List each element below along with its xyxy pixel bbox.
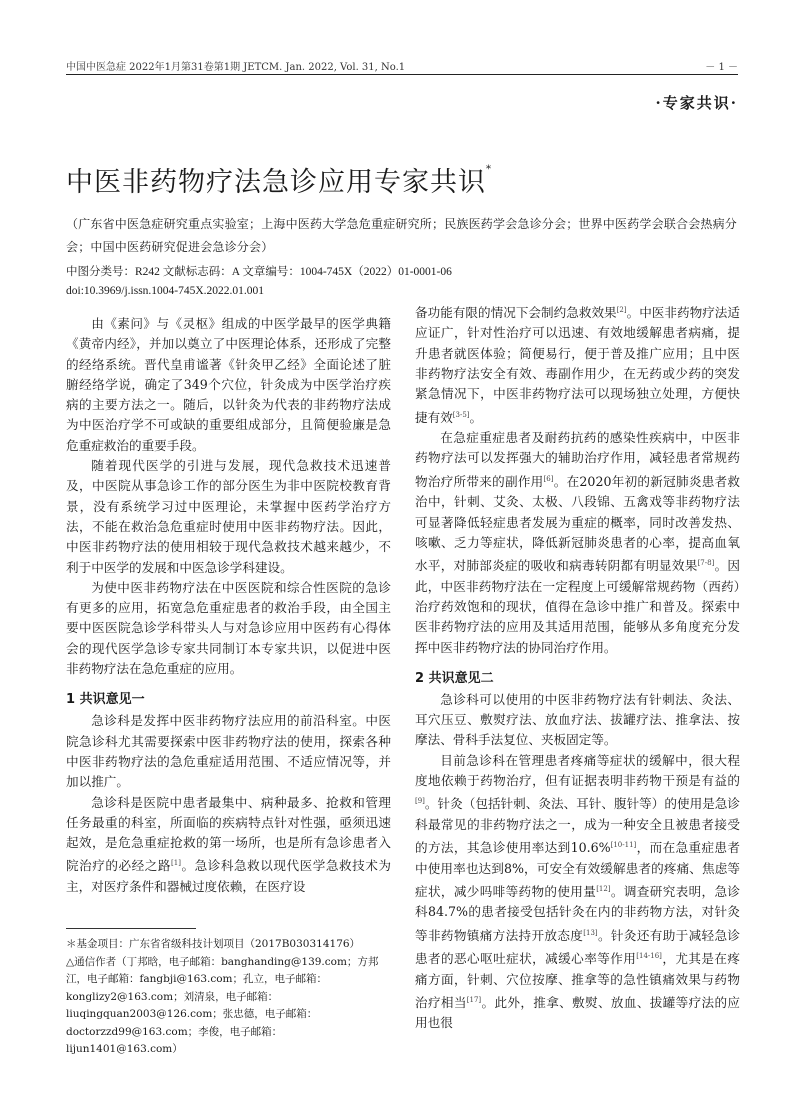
section-heading-1: 1 共识意见一 xyxy=(66,692,145,708)
journal-citation: 中国中医急症 2022年1月第31卷第1期 JETCM. Jan. 2022, Vol. 31, No.1 xyxy=(66,62,406,73)
text-run: 急诊科是医院中患者最集中、病种最多、抢救和管理任务最重的科室，所面临的疾病特点针对性强，亟须迅速起效，是危急重症抢救的第一场所，也是所有急诊患者入院治疗的必经之路 xyxy=(66,794,391,874)
title-text: 中医非药物疗法急诊应用专家共识 xyxy=(66,167,486,198)
text-run: 。针灸（包括针刺、灸法、耳针、腹针等）的使用是急诊科最常见的非药物疗法之一，成为一种安全且被患者接受的方法，其急诊使用率达到10.6% xyxy=(415,796,740,856)
text-run: 。中医非药物疗法适应证广，针对性治疗可以迅速、有效地缓解患者病痛，提升患者就医体验；简便易行，便于普及推广应用；且中医非药物疗法安全有效、毒副作用少，在无药或少药的突发紧急情况下，中医非药物疗法可以现场独立处理，方便快捷有效 xyxy=(415,305,741,425)
header-rule xyxy=(66,74,738,75)
section-heading-2: 2 共识意见二 xyxy=(415,670,494,686)
doi-line: doi:10.3969/j.issn.1004-745X.2022.01.001 xyxy=(66,285,265,297)
citation: [12] xyxy=(596,884,611,893)
text-run: 。针灸还有助于减轻急诊患者的恶心呕吐症状，减缓心率等作用 xyxy=(415,927,741,967)
citation: [6] xyxy=(543,474,554,483)
left-column xyxy=(66,314,391,897)
text-run: ，而在急重症患者中使用率也达到8%，可安全有效缓解患者的疼痛、焦虑等症状，减少吗啡等药物的使用量 xyxy=(415,840,740,900)
citation: [2] xyxy=(616,306,627,314)
paragraph: 为使中医非药物疗法在中医医院和综合性医院的急诊有更多的应用，拓宽急危重症患者的救治手段，由全国主要中医医院急诊学科带头人与对急诊应用中医药有心得体会的现代医学急诊专家共同制订本专家共识，以促进中医非药物疗法在急危重症的应用。 xyxy=(66,579,391,677)
footnotes xyxy=(66,936,391,1059)
affiliation: （广东省中医急症研究重点实验室；上海中医药大学急危重症研究所；民族医药学会急诊分会；世界中医药学会联合会热病分会；中国中医药研究促进会急诊分会） xyxy=(66,217,738,254)
section-tag: ·专家共识· xyxy=(655,94,738,112)
citation: [3-5] xyxy=(452,410,470,419)
text-run: 。 xyxy=(469,409,483,425)
paragraph xyxy=(66,793,391,898)
paragraph: 急诊科可以使用的中医非药物疗法有针刺法、灸法、耳穴压豆、敷熨疗法、放血疗法、拔罐疗法、推拿法、按摩法、骨科手法复位、夹板固定等。 xyxy=(415,691,740,748)
text-run: 。在2020年初的新冠肺炎患者救治中，针刺、艾灸、太极、八段锦、五禽戏等非药物疗法可显著降低轻症患者发展为重症的概率，同时改善发热、咳嗽、乏力等症状，降低新冠肺炎患者的心率，提高血氧水平，对肺部炎症的吸收和病毒转阴都有明显效果 xyxy=(415,473,740,574)
text-run: 。急诊科急救以现代医学急救技术为主，对医疗条件和器械过度依赖，在医疗设 xyxy=(66,858,392,894)
correspondence-note: △通信作者（丁邦晗，电子邮箱：banghanding@139.com；方邦江，电子邮箱：fangbji@163.com；孔立，电子邮箱：konglizy2@163.com；刘清泉，电子邮箱：liuqingquan2003@126.com；张忠德，电子邮箱：doctorzzd99@163.com；李俊，电子邮箱：lijun1401@163.com） xyxy=(66,955,379,1055)
citation: [14-16] xyxy=(636,952,662,961)
citation: [1] xyxy=(171,859,181,868)
page-number: － 1 － xyxy=(705,62,738,73)
text-run: 。此外，推拿、敷熨、放血、拔罐等疗法的应用也很 xyxy=(415,995,741,1031)
text-run: ，尤其是在疼痛方面，针刺、穴位按摩、推拿等的急性镇痛效果与药物治疗相当 xyxy=(415,951,741,1011)
paragraph: 由《素问》与《灵枢》组成的中医学最早的医学典籍《黄帝内经》，并加以奠立了中医理论体系，还形成了完整的经络系统。晋代皇甫谧著《针灸甲乙经》全面论述了脏腑经络学说，确定了349个穴位，针灸成为中医学治疗疾病的主要方法之一。随后，以针灸为代表的非药物疗法成为中医治疗学不可或缺的重要组成部分，且简便验廉是急危重症救治的重要手段。 xyxy=(66,316,391,453)
paragraph xyxy=(415,300,740,428)
paragraph xyxy=(415,428,740,658)
citation: [10-11] xyxy=(610,841,637,850)
article-meta xyxy=(66,263,738,301)
paragraph: 急诊科是发挥中医非药物疗法应用的前沿科室。中医院急诊科尤其需要探索中医非药物疗法的使用，探索各种中医非药物疗法的急危重症适用范围、不适应情况等，并加以推广。 xyxy=(66,713,391,790)
text-run: 。因此，中医非药物疗法在一定程度上可缓解常规药物（西药）治疗药效饱和的现状，值得在急诊中推广和普及。探索中医非药物疗法的应用及其适用范围，能够从多角度充分发挥中医非药物疗法的协同治疗作用。 xyxy=(415,558,741,655)
funding-note: ＊基金项目：广东省省级科技计划项目（2017B030314176） xyxy=(66,938,361,950)
article-title xyxy=(66,160,492,199)
running-head xyxy=(66,56,738,74)
citation: [13] xyxy=(583,928,598,937)
citation: [7-8] xyxy=(697,559,715,568)
text-run: 备功能有限的情况下会制约急救效果 xyxy=(415,305,617,321)
right-column xyxy=(415,300,740,1034)
text-run: 在急症重症患者及耐药抗药的感染性疾病中，中医非药物疗法可以发挥强大的辅助治疗作用，减轻患者常规药物治疗所带来的副作用 xyxy=(415,430,740,489)
text-run: 。调查研究表明，急诊科84.7%的患者接受包括针灸在内的非药物方法，对针灸等非药物镇痛方法持开放态度 xyxy=(415,884,741,943)
citation: [17] xyxy=(466,995,482,1004)
text-run: 目前急诊科在管理患者疼痛等症状的缓解中，很大程度地依赖于药物治疗，但有证据表明非药物干预是有益的 xyxy=(415,752,740,788)
paragraph xyxy=(415,751,740,1034)
classification-line: 中图分类号：R242 文献标志码：A 文章编号：1004-745X（2022）01-0001-06 xyxy=(66,266,452,278)
footnote-rule xyxy=(66,928,196,929)
title-footnote-mark: * xyxy=(486,164,492,175)
citation: [9] xyxy=(415,797,425,806)
paragraph: 随着现代医学的引进与发展，现代急救技术迅速普及，中医院从事急诊工作的部分医生为非中医院校教育背景，没有系统学习过中医理论，未掌握中医药学治疗方法，不能在救治急危重症时使用中医非药物疗法。因此，中医非药物疗法的使用相较于现代急救技术越来越少，不利于中医学的发展和中医急诊学科建设。 xyxy=(66,458,391,575)
